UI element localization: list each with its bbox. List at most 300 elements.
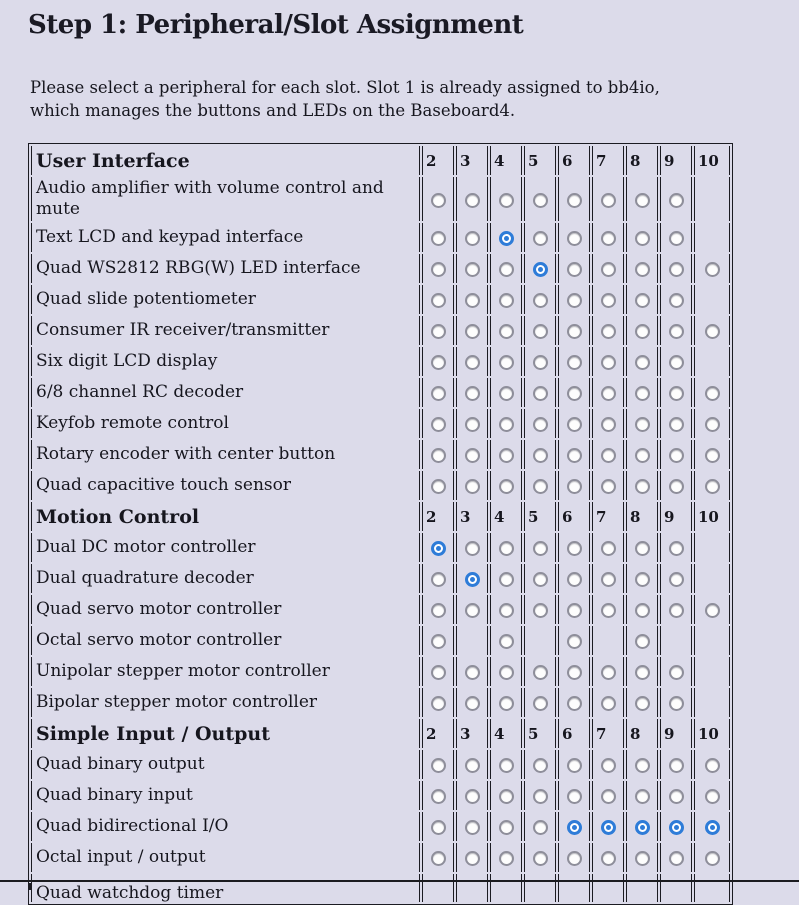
slot-cell-10 <box>694 440 730 469</box>
peripheral-label: Six digit LCD display <box>31 347 420 376</box>
radio-slot-7[interactable] <box>601 758 616 773</box>
slot-cell-8 <box>626 223 658 252</box>
slot-cell-10 <box>694 626 730 655</box>
slot-cell-7 <box>592 533 624 562</box>
slot-cell-6 <box>558 657 590 686</box>
slot-cell-9 <box>660 440 692 469</box>
slot-cell-2 <box>422 409 454 438</box>
radio-slot-7[interactable] <box>601 193 616 208</box>
slot-column-header: 7 <box>592 719 624 748</box>
slot-cell-5 <box>524 812 556 841</box>
radio-slot-4[interactable] <box>499 665 514 680</box>
slot-cell-2 <box>422 471 454 500</box>
radio-slot-5[interactable] <box>533 386 548 401</box>
intro-line-2: which manages the buttons and LEDs on the Baseboard4. <box>30 101 516 120</box>
slot-cell-6 <box>558 781 590 810</box>
slot-cell-6 <box>558 177 590 221</box>
slot-cell-10 <box>694 378 730 407</box>
radio-slot-5[interactable] <box>533 851 548 866</box>
partial-slot-cell <box>524 874 556 902</box>
radio-slot-10[interactable] <box>705 789 720 804</box>
radio-slot-8[interactable] <box>635 541 650 556</box>
clipped-next-row-label: Quad watchdog timer <box>36 883 224 903</box>
slot-cell-6 <box>558 812 590 841</box>
radio-slot-6[interactable] <box>567 448 582 463</box>
radio-slot-3[interactable] <box>465 789 480 804</box>
radio-slot-5[interactable] <box>533 479 548 494</box>
radio-slot-6[interactable] <box>567 789 582 804</box>
radio-slot-3[interactable] <box>465 355 480 370</box>
peripheral-label: Unipolar stepper motor controller <box>31 657 420 686</box>
radio-slot-8[interactable] <box>635 262 650 277</box>
radio-slot-5[interactable] <box>533 355 548 370</box>
partial-slot-cell <box>660 874 692 902</box>
slot-cell-3 <box>456 843 488 872</box>
radio-slot-8[interactable] <box>635 572 650 587</box>
radio-slot-8[interactable] <box>635 448 650 463</box>
peripheral-label: Quad bidirectional I/O <box>31 812 420 841</box>
radio-slot-10[interactable] <box>705 324 720 339</box>
radio-slot-6[interactable] <box>567 541 582 556</box>
radio-slot-6[interactable] <box>567 355 582 370</box>
slot-cell-7 <box>592 626 624 655</box>
slot-cell-8 <box>626 533 658 562</box>
radio-slot-6[interactable] <box>567 758 582 773</box>
slot-cell-3 <box>456 657 488 686</box>
radio-slot-10[interactable] <box>705 603 720 618</box>
radio-slot-9[interactable] <box>669 231 684 246</box>
peripheral-row <box>31 626 730 655</box>
peripheral-label: Rotary encoder with center button <box>31 440 420 469</box>
radio-slot-3[interactable] <box>465 231 480 246</box>
radio-slot-2[interactable] <box>431 355 446 370</box>
radio-slot-8[interactable] <box>635 851 650 866</box>
slot-cell-5 <box>524 471 556 500</box>
radio-slot-3[interactable] <box>465 324 480 339</box>
radio-slot-5[interactable] <box>533 262 548 277</box>
slot-cell-3 <box>456 254 488 283</box>
slot-cell-7 <box>592 843 624 872</box>
slot-cell-3 <box>456 347 488 376</box>
slot-cell-10 <box>694 223 730 252</box>
assignment-table <box>28 143 733 905</box>
radio-slot-4[interactable] <box>499 193 514 208</box>
slot-column-header: 9 <box>660 146 692 175</box>
slot-cell-10 <box>694 316 730 345</box>
radio-slot-2[interactable] <box>431 758 446 773</box>
slot-cell-2 <box>422 177 454 221</box>
slot-cell-10 <box>694 688 730 717</box>
slot-cell-6 <box>558 254 590 283</box>
slot-cell-6 <box>558 409 590 438</box>
radio-slot-5[interactable] <box>533 820 548 835</box>
radio-slot-4[interactable] <box>499 231 514 246</box>
radio-slot-7[interactable] <box>601 603 616 618</box>
radio-slot-3[interactable] <box>465 386 480 401</box>
slot-cell-3 <box>456 471 488 500</box>
radio-slot-6[interactable] <box>567 851 582 866</box>
peripheral-label: Consumer IR receiver/transmitter <box>31 316 420 345</box>
slot-cell-7 <box>592 254 624 283</box>
radio-slot-8[interactable] <box>635 417 650 432</box>
slot-cell-3 <box>456 781 488 810</box>
radio-slot-9[interactable] <box>669 324 684 339</box>
peripheral-label: Quad binary input <box>31 781 420 810</box>
radio-slot-6[interactable] <box>567 262 582 277</box>
peripheral-row <box>31 843 730 872</box>
slot-cell-3 <box>456 285 488 314</box>
slot-cell-10 <box>694 533 730 562</box>
slot-cell-2 <box>422 626 454 655</box>
radio-slot-9[interactable] <box>669 820 684 835</box>
radio-slot-7[interactable] <box>601 851 616 866</box>
slot-column-header: 7 <box>592 146 624 175</box>
slot-cell-6 <box>558 564 590 593</box>
radio-slot-7[interactable] <box>601 541 616 556</box>
slot-cell-7 <box>592 440 624 469</box>
radio-slot-9[interactable] <box>669 851 684 866</box>
radio-slot-7[interactable] <box>601 355 616 370</box>
slot-cell-10 <box>694 781 730 810</box>
radio-slot-8[interactable] <box>635 193 650 208</box>
radio-slot-2[interactable] <box>431 634 446 649</box>
radio-slot-2[interactable] <box>431 293 446 308</box>
slot-column-header: 4 <box>490 146 522 175</box>
radio-slot-10[interactable] <box>705 479 720 494</box>
slot-cell-6 <box>558 750 590 779</box>
radio-slot-4[interactable] <box>499 603 514 618</box>
radio-slot-4[interactable] <box>499 417 514 432</box>
slot-cell-7 <box>592 471 624 500</box>
radio-slot-9[interactable] <box>669 355 684 370</box>
radio-slot-4[interactable] <box>499 634 514 649</box>
radio-slot-4[interactable] <box>499 758 514 773</box>
radio-slot-6[interactable] <box>567 820 582 835</box>
radio-slot-7[interactable] <box>601 231 616 246</box>
radio-slot-3[interactable] <box>465 603 480 618</box>
radio-slot-2[interactable] <box>431 603 446 618</box>
radio-slot-4[interactable] <box>499 293 514 308</box>
radio-slot-8[interactable] <box>635 479 650 494</box>
radio-slot-8[interactable] <box>635 789 650 804</box>
slot-cell-2 <box>422 564 454 593</box>
frame-divider <box>0 880 799 882</box>
slot-cell-3 <box>456 750 488 779</box>
slot-cell-4 <box>490 812 522 841</box>
slot-cell-4 <box>490 750 522 779</box>
radio-slot-9[interactable] <box>669 293 684 308</box>
radio-slot-9[interactable] <box>669 789 684 804</box>
radio-slot-2[interactable] <box>431 193 446 208</box>
radio-slot-8[interactable] <box>635 665 650 680</box>
peripheral-row <box>31 177 730 221</box>
slot-cell-9 <box>660 347 692 376</box>
radio-slot-5[interactable] <box>533 293 548 308</box>
radio-slot-6[interactable] <box>567 324 582 339</box>
radio-slot-5[interactable] <box>533 572 548 587</box>
peripheral-row <box>31 595 730 624</box>
radio-slot-5[interactable] <box>533 193 548 208</box>
radio-slot-7[interactable] <box>601 293 616 308</box>
slot-column-header: 2 <box>422 502 454 531</box>
slot-cell-5 <box>524 657 556 686</box>
radio-slot-9[interactable] <box>669 448 684 463</box>
radio-slot-10[interactable] <box>705 820 720 835</box>
radio-slot-7[interactable] <box>601 448 616 463</box>
slot-cell-4 <box>490 254 522 283</box>
slot-cell-5 <box>524 750 556 779</box>
assignment-table-body <box>31 146 730 902</box>
slot-cell-5 <box>524 626 556 655</box>
radio-slot-4[interactable] <box>499 262 514 277</box>
radio-slot-5[interactable] <box>533 789 548 804</box>
radio-slot-4[interactable] <box>499 355 514 370</box>
radio-slot-7[interactable] <box>601 572 616 587</box>
radio-slot-4[interactable] <box>499 324 514 339</box>
radio-slot-7[interactable] <box>601 789 616 804</box>
radio-slot-10[interactable] <box>705 851 720 866</box>
peripheral-label: Dual DC motor controller <box>31 533 420 562</box>
slot-column-header: 3 <box>456 502 488 531</box>
radio-slot-3[interactable] <box>465 820 480 835</box>
radio-slot-4[interactable] <box>499 789 514 804</box>
radio-slot-2[interactable] <box>431 417 446 432</box>
slot-cell-8 <box>626 471 658 500</box>
radio-slot-10[interactable] <box>705 262 720 277</box>
radio-slot-8[interactable] <box>635 324 650 339</box>
peripheral-label: Quad capacitive touch sensor <box>31 471 420 500</box>
radio-slot-3[interactable] <box>465 851 480 866</box>
radio-slot-3[interactable] <box>465 417 480 432</box>
radio-slot-3[interactable] <box>465 193 480 208</box>
radio-slot-5[interactable] <box>533 758 548 773</box>
radio-slot-2[interactable] <box>431 789 446 804</box>
slot-cell-3 <box>456 378 488 407</box>
radio-slot-6[interactable] <box>567 193 582 208</box>
radio-slot-2[interactable] <box>431 820 446 835</box>
slot-cell-9 <box>660 781 692 810</box>
radio-slot-6[interactable] <box>567 386 582 401</box>
radio-slot-8[interactable] <box>635 355 650 370</box>
radio-slot-5[interactable] <box>533 665 548 680</box>
radio-slot-9[interactable] <box>669 696 684 711</box>
slot-cell-10 <box>694 254 730 283</box>
radio-slot-7[interactable] <box>601 386 616 401</box>
radio-slot-6[interactable] <box>567 696 582 711</box>
slot-cell-5 <box>524 843 556 872</box>
radio-slot-2[interactable] <box>431 665 446 680</box>
radio-slot-7[interactable] <box>601 417 616 432</box>
slot-cell-2 <box>422 843 454 872</box>
radio-slot-8[interactable] <box>635 293 650 308</box>
radio-slot-3[interactable] <box>465 262 480 277</box>
slot-column-header: 2 <box>422 719 454 748</box>
radio-slot-5[interactable] <box>533 448 548 463</box>
slot-cell-7 <box>592 378 624 407</box>
slot-cell-4 <box>490 595 522 624</box>
radio-slot-7[interactable] <box>601 696 616 711</box>
page-title: Step 1: Peripheral/Slot Assignment <box>28 10 524 40</box>
radio-slot-4[interactable] <box>499 386 514 401</box>
slot-cell-7 <box>592 657 624 686</box>
radio-slot-2[interactable] <box>431 572 446 587</box>
radio-slot-10[interactable] <box>705 417 720 432</box>
slot-cell-3 <box>456 812 488 841</box>
radio-slot-4[interactable] <box>499 572 514 587</box>
radio-slot-4[interactable] <box>499 479 514 494</box>
radio-slot-7[interactable] <box>601 262 616 277</box>
slot-column-header: 6 <box>558 502 590 531</box>
radio-slot-9[interactable] <box>669 417 684 432</box>
slot-cell-7 <box>592 688 624 717</box>
slot-cell-9 <box>660 564 692 593</box>
radio-slot-3[interactable] <box>465 696 480 711</box>
radio-slot-9[interactable] <box>669 479 684 494</box>
slot-cell-6 <box>558 223 590 252</box>
radio-slot-3[interactable] <box>465 479 480 494</box>
peripheral-row <box>31 471 730 500</box>
radio-slot-6[interactable] <box>567 634 582 649</box>
radio-slot-2[interactable] <box>431 541 446 556</box>
slot-cell-2 <box>422 688 454 717</box>
radio-slot-9[interactable] <box>669 665 684 680</box>
radio-slot-4[interactable] <box>499 448 514 463</box>
radio-slot-8[interactable] <box>635 820 650 835</box>
slot-cell-10 <box>694 595 730 624</box>
slot-cell-2 <box>422 750 454 779</box>
radio-slot-9[interactable] <box>669 262 684 277</box>
radio-slot-2[interactable] <box>431 324 446 339</box>
radio-slot-5[interactable] <box>533 541 548 556</box>
radio-slot-8[interactable] <box>635 603 650 618</box>
radio-slot-2[interactable] <box>431 262 446 277</box>
peripheral-row <box>31 378 730 407</box>
radio-slot-3[interactable] <box>465 572 480 587</box>
slot-cell-10 <box>694 285 730 314</box>
radio-slot-2[interactable] <box>431 696 446 711</box>
slot-cell-8 <box>626 254 658 283</box>
slot-cell-4 <box>490 177 522 221</box>
radio-slot-9[interactable] <box>669 386 684 401</box>
radio-slot-2[interactable] <box>431 386 446 401</box>
radio-slot-10[interactable] <box>705 448 720 463</box>
radio-slot-8[interactable] <box>635 386 650 401</box>
radio-slot-8[interactable] <box>635 634 650 649</box>
slot-cell-6 <box>558 347 590 376</box>
radio-slot-5[interactable] <box>533 231 548 246</box>
slot-cell-2 <box>422 316 454 345</box>
peripheral-row <box>31 533 730 562</box>
radio-slot-5[interactable] <box>533 324 548 339</box>
peripheral-label: 6/8 channel RC decoder <box>31 378 420 407</box>
radio-slot-2[interactable] <box>431 851 446 866</box>
peripheral-row <box>31 812 730 841</box>
radio-slot-9[interactable] <box>669 572 684 587</box>
radio-slot-4[interactable] <box>499 541 514 556</box>
radio-slot-2[interactable] <box>431 448 446 463</box>
radio-slot-3[interactable] <box>465 293 480 308</box>
slot-cell-9 <box>660 657 692 686</box>
slot-cell-5 <box>524 316 556 345</box>
radio-slot-6[interactable] <box>567 293 582 308</box>
radio-slot-6[interactable] <box>567 479 582 494</box>
radio-slot-9[interactable] <box>669 603 684 618</box>
radio-slot-7[interactable] <box>601 665 616 680</box>
radio-slot-6[interactable] <box>567 572 582 587</box>
slot-column-header: 4 <box>490 719 522 748</box>
radio-slot-5[interactable] <box>533 417 548 432</box>
radio-slot-5[interactable] <box>533 696 548 711</box>
radio-slot-6[interactable] <box>567 603 582 618</box>
peripheral-row <box>31 347 730 376</box>
radio-slot-3[interactable] <box>465 758 480 773</box>
slot-cell-5 <box>524 781 556 810</box>
slot-cell-4 <box>490 843 522 872</box>
slot-cell-9 <box>660 316 692 345</box>
radio-slot-2[interactable] <box>431 479 446 494</box>
slot-cell-4 <box>490 440 522 469</box>
radio-slot-8[interactable] <box>635 696 650 711</box>
partial-slot-cell <box>456 874 488 902</box>
slot-cell-2 <box>422 533 454 562</box>
slot-cell-5 <box>524 223 556 252</box>
radio-slot-9[interactable] <box>669 193 684 208</box>
partial-slot-cell <box>592 874 624 902</box>
slot-cell-6 <box>558 688 590 717</box>
slot-cell-9 <box>660 285 692 314</box>
slot-cell-2 <box>422 254 454 283</box>
radio-slot-4[interactable] <box>499 851 514 866</box>
slot-cell-10 <box>694 409 730 438</box>
radio-slot-5[interactable] <box>533 603 548 618</box>
radio-slot-4[interactable] <box>499 820 514 835</box>
slot-column-header: 10 <box>694 146 730 175</box>
slot-cell-6 <box>558 471 590 500</box>
slot-cell-7 <box>592 409 624 438</box>
slot-cell-9 <box>660 843 692 872</box>
slot-cell-5 <box>524 254 556 283</box>
radio-slot-3[interactable] <box>465 665 480 680</box>
peripheral-row <box>31 285 730 314</box>
slot-cell-4 <box>490 471 522 500</box>
radio-slot-8[interactable] <box>635 231 650 246</box>
radio-slot-6[interactable] <box>567 417 582 432</box>
slot-cell-8 <box>626 316 658 345</box>
radio-slot-4[interactable] <box>499 696 514 711</box>
slot-column-header: 8 <box>626 146 658 175</box>
radio-slot-6[interactable] <box>567 231 582 246</box>
radio-slot-8[interactable] <box>635 758 650 773</box>
radio-slot-7[interactable] <box>601 479 616 494</box>
radio-slot-2[interactable] <box>431 231 446 246</box>
radio-slot-3[interactable] <box>465 448 480 463</box>
radio-slot-3[interactable] <box>465 541 480 556</box>
slot-cell-4 <box>490 285 522 314</box>
radio-slot-7[interactable] <box>601 324 616 339</box>
slot-cell-5 <box>524 347 556 376</box>
slot-cell-4 <box>490 781 522 810</box>
slot-cell-9 <box>660 750 692 779</box>
radio-slot-6[interactable] <box>567 665 582 680</box>
radio-slot-9[interactable] <box>669 758 684 773</box>
radio-slot-9[interactable] <box>669 541 684 556</box>
radio-slot-7[interactable] <box>601 820 616 835</box>
slot-cell-5 <box>524 533 556 562</box>
slot-cell-2 <box>422 223 454 252</box>
radio-slot-10[interactable] <box>705 758 720 773</box>
peripheral-row <box>31 781 730 810</box>
radio-slot-10[interactable] <box>705 386 720 401</box>
